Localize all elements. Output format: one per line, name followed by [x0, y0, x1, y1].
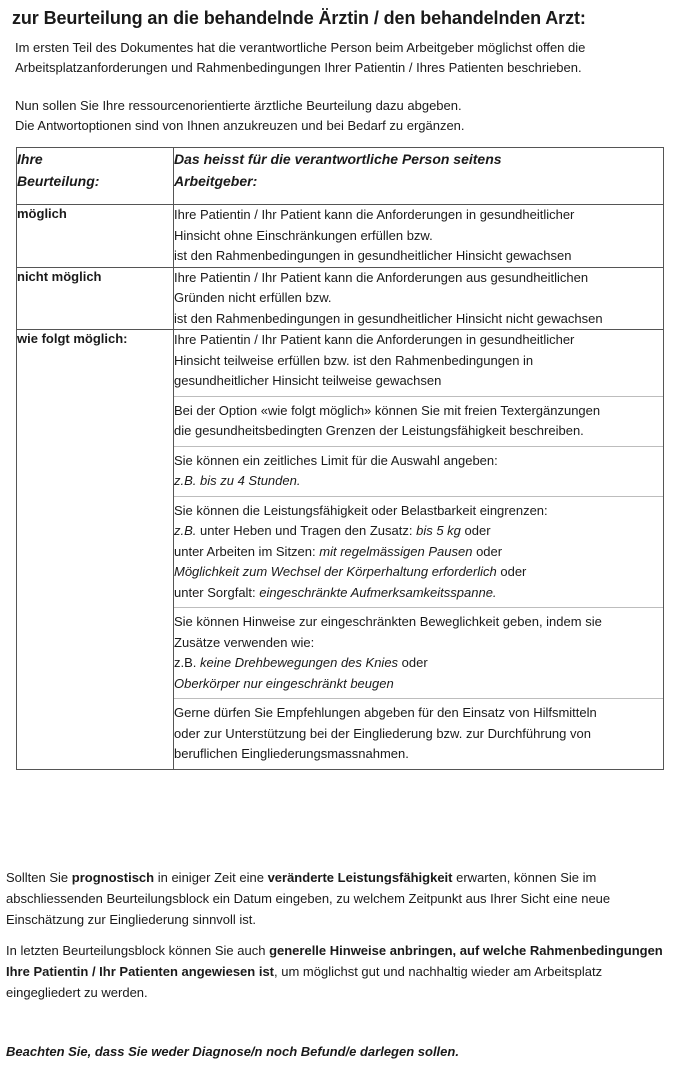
- block-time-limit: [174, 446, 663, 492]
- block-recommendations: [174, 698, 663, 765]
- b4-l2c: bis 5 kg: [416, 523, 461, 538]
- b5-line2: Zusätze verwenden wie:: [174, 634, 315, 650]
- b6-line1: Gerne dürfen Sie Empfehlungen abgeben für den Einsatz von Hilfsmitteln: [174, 705, 597, 720]
- table-row: [17, 330, 664, 770]
- intro-text-2b: Die Antwortoptionen sind von Ihnen anzukreuzen und bei Bedarf zu ergänzen.: [15, 118, 465, 133]
- b5-l3b: keine Drehbewegungen des Knies: [200, 655, 399, 670]
- b5-line1: Sie können Hinweise zur eingeschränkten Beweglichkeit geben, indem sie: [174, 614, 602, 629]
- intro-text-2a: Nun sollen Sie Ihre ressourcenorientierte ärztliche Beurteilung dazu abgeben.: [15, 98, 462, 113]
- row-desc-possible: [174, 205, 664, 268]
- row-desc-possible-as-follows: [174, 330, 664, 770]
- b2-line1: Bei der Option «wie folgt möglich» können Sie mit freien Textergänzungen: [174, 402, 601, 418]
- assessment-table: [16, 147, 664, 770]
- b4-l3b: mit regelmässigen Pausen: [319, 543, 473, 559]
- row-label-possible: möglich: [17, 205, 174, 268]
- b3-line2: z.B. bis zu 4 Stunden.: [174, 473, 301, 488]
- b4-line3: [174, 542, 663, 563]
- outro-text-1: [6, 867, 671, 930]
- outro-p1e: erwarten, können Sie im abschliessenden Beurteilungsblock ein Datum eingeben, zu welchem Zeitpunkt aus Ihrer Sicht eine neue Einschätzung zur Eingliederung sinnvoll ist.: [6, 870, 611, 927]
- b3-line1: Sie können ein zeitliches Limit für die Auswahl angeben:: [174, 452, 498, 468]
- header-assessment-line1: Ihre: [17, 151, 43, 167]
- b5-line4: Oberkörper nur eingeschränkt beugen: [174, 675, 394, 691]
- header-meaning-line1: Das heisst für die verantwortliche Person seitens: [174, 151, 502, 167]
- b5-l3a: z.B.: [174, 655, 201, 670]
- b4-l5a: unter Sorgfalt:: [174, 584, 260, 600]
- outro-p1c: in einiger Zeit eine: [154, 870, 268, 885]
- row1-line2: Hinsicht ohne Einschränkungen erfüllen bzw.: [174, 227, 433, 243]
- table-row: [17, 205, 664, 268]
- outro-p2c: , um möglichst gut und nachhaltig wieder am Arbeitsplatz eingegliedert zu werden.: [6, 964, 603, 1000]
- header-assessment-line2: Beurteilung:: [17, 173, 100, 189]
- b5-l3c: oder: [398, 655, 428, 670]
- b4-l2d: oder: [460, 523, 491, 538]
- outro-paragraph-1: [6, 867, 671, 930]
- header-meaning: [174, 148, 664, 205]
- row-label-possible-as-follows: wie folgt möglich:: [17, 330, 174, 770]
- b4-line5: [174, 583, 663, 604]
- b4-l4b: oder: [496, 564, 527, 579]
- b5-line3: [174, 653, 663, 674]
- b1-line1: Ihre Patientin / Ihr Patient kann die Anforderungen in gesundheitlicher: [174, 332, 575, 347]
- block-capacity: [174, 496, 663, 604]
- b4-l3a: unter Arbeiten im Sitzen:: [174, 543, 320, 559]
- b4-line1: Sie können die Leistungsfähigkeit oder Belastbarkeit eingrenzen:: [174, 502, 548, 518]
- intro-paragraph-2: [15, 96, 670, 136]
- row1-line3: ist den Rahmenbedingungen in gesundheitlicher Hinsicht gewachsen: [174, 248, 572, 263]
- outro-p2b: generelle Hinweise anbringen, auf welche Rahmenbedingungen Ihre Patientin / Ihr Patienten angewiesen ist: [6, 943, 663, 979]
- block-partial: [174, 330, 663, 392]
- row-label-not-possible: nicht möglich: [17, 267, 174, 330]
- page-title: zur Beurteilung an die behandelnde Ärztin / den behandelnden Arzt:: [12, 8, 586, 28]
- b6-line2: oder zur Unterstützung bei der Eingliederung bzw. zur Durchführung von: [174, 725, 591, 741]
- row1-line1: Ihre Patientin / Ihr Patient kann die Anforderungen in gesundheitlicher: [174, 207, 575, 222]
- outro-paragraph-2: [6, 940, 671, 1003]
- table-header-row: [17, 148, 664, 205]
- header-assessment: [17, 148, 174, 205]
- b4-l2a: z.B.: [174, 523, 197, 538]
- block-mobility: [174, 607, 663, 694]
- b4-line4: [174, 562, 663, 583]
- b2-line2: die gesundheitsbedingten Grenzen der Leistungsfähigkeit beschreiben.: [174, 423, 584, 438]
- b1-line3: gesundheitlicher Hinsicht teilweise gewachsen: [174, 373, 442, 388]
- outro-p1d: veränderte Leistungsfähigkeit: [267, 870, 453, 885]
- b6-line3: beruflichen Eingliederungsmassnahmen.: [174, 746, 409, 761]
- b4-l5b: eingeschränkte Aufmerksamkeitsspanne.: [259, 584, 497, 600]
- b4-l2b: unter Heben und Tragen den Zusatz:: [196, 523, 417, 538]
- row2-line3: ist den Rahmenbedingungen in gesundheitlicher Hinsicht nicht gewachsen: [174, 310, 603, 326]
- b4-l4a: Möglichkeit zum Wechsel der Körperhaltung erforderlich: [174, 564, 497, 579]
- intro-text-1: Im ersten Teil des Dokumentes hat die verantwortliche Person beim Arbeitgeber möglichst offen die Arbeitsplatzanforderungen und Rahmenbedingungen Ihrer Patientin / Ihres Patienten beschrieben.: [15, 40, 586, 75]
- row-desc-not-possible: [174, 267, 664, 330]
- row2-line1: Ihre Patientin / Ihr Patient kann die Anforderungen aus gesundheitlichen: [174, 269, 589, 285]
- header-meaning-line2: Arbeitgeber:: [174, 173, 258, 189]
- block-free-text: [174, 396, 663, 442]
- outro-text-2: [6, 940, 671, 1003]
- outro-p1a: Sollten Sie: [6, 870, 72, 885]
- b4-line2: [174, 521, 663, 542]
- outro-p2a: In letzten Beurteilungsblock können Sie auch: [6, 943, 270, 958]
- disclaimer-note: Beachten Sie, dass Sie weder Diagnose/n noch Befund/e darlegen sollen.: [6, 1044, 459, 1059]
- b4-l3c: oder: [472, 543, 503, 559]
- table-row: [17, 267, 664, 330]
- row2-line2: Gründen nicht erfüllen bzw.: [174, 290, 332, 305]
- b1-line2: Hinsicht teilweise erfüllen bzw. ist den Rahmenbedingungen in: [174, 352, 534, 368]
- intro-paragraph-1: [15, 38, 670, 78]
- outro-p1b: prognostisch: [71, 870, 155, 885]
